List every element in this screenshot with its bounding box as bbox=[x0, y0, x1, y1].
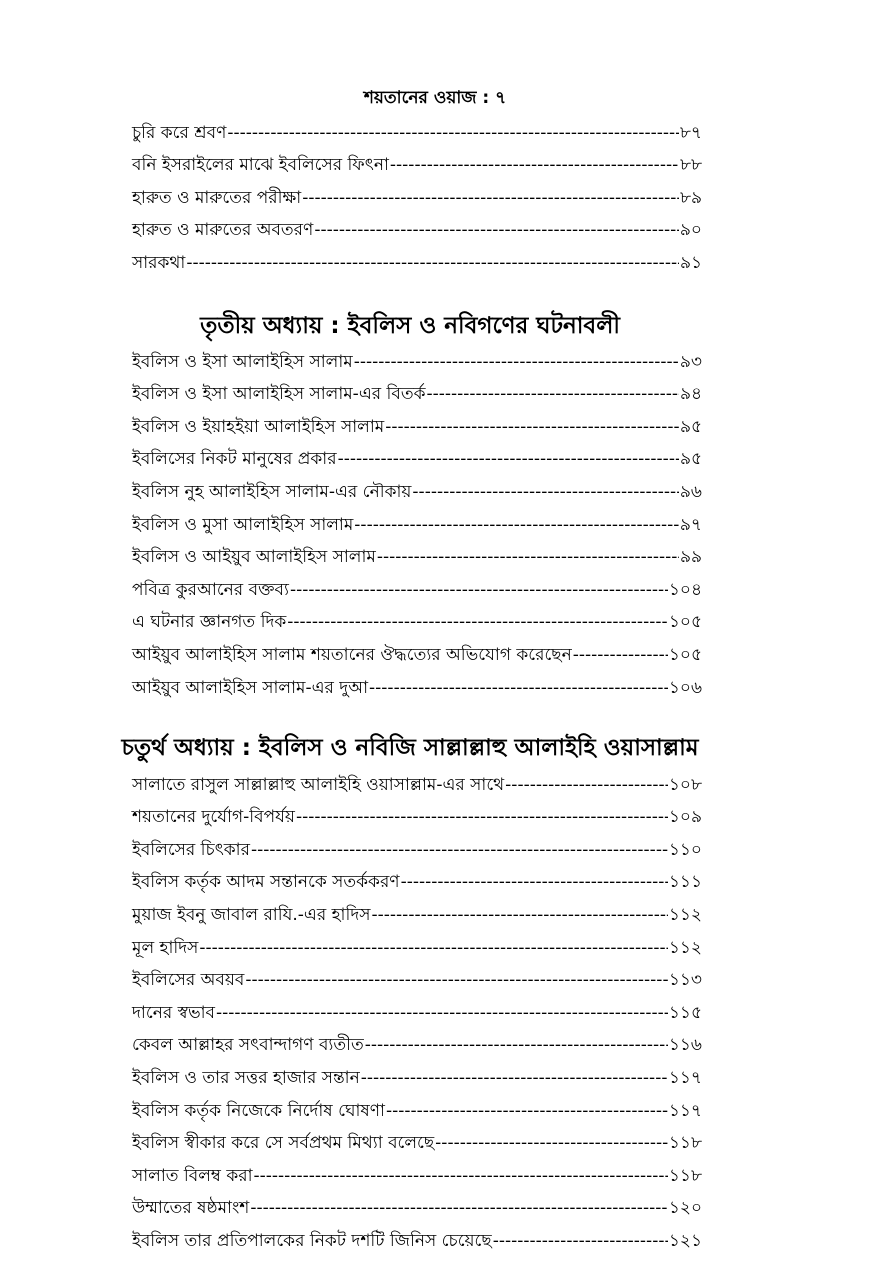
toc-dot-leader bbox=[386, 1098, 668, 1124]
toc-entry-page-number: ১১২ bbox=[668, 937, 702, 958]
toc-entry bbox=[132, 830, 702, 863]
toc-entry bbox=[132, 1221, 702, 1254]
toc-entry bbox=[132, 407, 702, 440]
toc-entry bbox=[132, 342, 702, 375]
toc-entry-title: এ ঘটনার জ্ঞানগত দিক bbox=[132, 612, 287, 633]
toc-entry-title: আইয়ুব আলাইহিস সালাম-এর দুআ bbox=[132, 677, 369, 698]
toc-entry bbox=[132, 635, 702, 668]
toc-entry bbox=[132, 505, 702, 538]
toc-entry bbox=[132, 538, 702, 571]
toc-dot-leader bbox=[493, 1228, 668, 1254]
toc-entry bbox=[132, 1026, 702, 1059]
toc-entry-page-number: ৯১ bbox=[679, 252, 702, 273]
toc-entry bbox=[132, 570, 702, 603]
toc-dot-leader bbox=[385, 414, 679, 440]
toc-entry-title: বনি ইসরাইলের মাঝে ইবলিসের ফিৎনা bbox=[132, 155, 389, 176]
toc-dot-leader bbox=[361, 1065, 668, 1091]
toc-entry-page-number: ১১৮ bbox=[668, 1165, 702, 1186]
toc-entry bbox=[132, 243, 702, 276]
toc-entry-title: শয়তানের দুর্যোগ-বিপর্যয় bbox=[132, 807, 295, 828]
toc-entry-title: ইবলিস তার প্রতিপালকের নিকট দশটি জিনিস চেয়েছে bbox=[132, 1230, 492, 1251]
toc-entry-page-number: ১০৬ bbox=[668, 677, 702, 698]
toc-dot-leader bbox=[377, 544, 679, 570]
toc-dot-leader bbox=[287, 609, 668, 635]
toc-entry bbox=[132, 472, 702, 505]
toc-entry-title: ইবলিসের চিৎকার bbox=[132, 839, 250, 860]
toc-dot-leader bbox=[250, 1195, 668, 1221]
toc-entry-page-number: ১১২ bbox=[668, 904, 702, 925]
toc-entry-title: ইবলিস ও ইসা আলাইহিস সালাম-এর বিতর্ক bbox=[132, 384, 426, 405]
toc-section-continued bbox=[132, 113, 702, 276]
toc-entry bbox=[132, 798, 702, 831]
toc-dot-leader bbox=[354, 512, 679, 538]
toc-entry-page-number: ৯৯ bbox=[679, 547, 702, 568]
toc-dot-leader bbox=[314, 217, 679, 243]
toc-dot-leader bbox=[186, 250, 679, 276]
toc-dot-leader bbox=[372, 902, 668, 928]
toc-dot-leader bbox=[254, 1163, 668, 1189]
toc-entry bbox=[132, 113, 702, 146]
toc-entry-page-number: ১১৭ bbox=[668, 1100, 702, 1121]
toc-entry-title: ইবলিসের অবয়ব bbox=[132, 970, 245, 991]
toc-chapter-4-list bbox=[132, 765, 702, 1254]
toc-entry-page-number: ৯০ bbox=[679, 220, 702, 241]
toc-entry bbox=[132, 1091, 702, 1124]
toc-entry-title: উম্মাতের ষষ্ঠমাংশ bbox=[132, 1198, 250, 1219]
toc-entry-page-number: ৮৮ bbox=[679, 155, 702, 176]
toc-dot-leader bbox=[505, 772, 668, 798]
toc-entry-title: চুরি করে শ্রবণ bbox=[132, 122, 227, 143]
toc-entry bbox=[132, 961, 702, 994]
toc-entry-page-number: ১২০ bbox=[668, 1198, 702, 1219]
toc-entry bbox=[132, 863, 702, 896]
toc-entry bbox=[132, 603, 702, 636]
toc-entry-page-number: ৯৭ bbox=[679, 514, 702, 535]
toc-chapter-3-list bbox=[132, 342, 702, 701]
toc-entry bbox=[132, 1124, 702, 1157]
toc-entry bbox=[132, 1189, 702, 1222]
toc-entry-title: দানের স্বভাব bbox=[132, 1002, 215, 1023]
toc-entry-title: ইবলিসের নিকট মানুষের প্রকার bbox=[132, 449, 337, 470]
toc-entry bbox=[132, 440, 702, 473]
toc-entry bbox=[132, 1058, 702, 1091]
toc-dot-leader bbox=[227, 120, 679, 146]
toc-entry-page-number: ১১৩ bbox=[668, 970, 702, 991]
toc-entry bbox=[132, 211, 702, 244]
toc-entry-title: সারকথা bbox=[132, 252, 186, 273]
toc-dot-leader bbox=[302, 185, 679, 211]
toc-dot-leader bbox=[216, 1000, 668, 1026]
toc-dot-leader bbox=[245, 967, 668, 993]
chapter-4-heading: চতুর্থ অধ্যায় : ইবলিস ও নবিজি সাল্লাল্লাহু আলাইহি ওয়াসাল্লাম bbox=[121, 735, 699, 761]
toc-entry-page-number: ১০৪ bbox=[668, 579, 702, 600]
toc-entry bbox=[132, 895, 702, 928]
running-header: শয়তানের ওয়াজ : ৭ bbox=[363, 88, 507, 108]
toc-entry bbox=[132, 765, 702, 798]
toc-dot-leader bbox=[354, 349, 679, 375]
toc-entry-page-number: ১০৯ bbox=[668, 807, 702, 828]
toc-dot-leader bbox=[338, 446, 679, 472]
toc-entry bbox=[132, 146, 702, 179]
toc-entry-title: ইবলিস নুহ আলাইহিস সালাম-এর নৌকায় bbox=[132, 481, 412, 502]
toc-entry-title: মুয়াজ ইবনু জাবাল রাযি.-এর হাদিস bbox=[132, 904, 371, 925]
toc-dot-leader bbox=[369, 675, 668, 701]
toc-dot-leader bbox=[401, 869, 668, 895]
toc-entry-page-number: ১২১ bbox=[668, 1230, 702, 1251]
toc-dot-leader bbox=[365, 1032, 668, 1058]
toc-entry-title: হারুত ও মারুতের পরীক্ষা bbox=[132, 187, 302, 208]
toc-dot-leader bbox=[251, 837, 668, 863]
toc-entry-title: ইবলিস কর্তৃক নিজেকে নির্দোষ ঘোষণা bbox=[132, 1100, 385, 1121]
toc-entry-title: আইয়ুব আলাইহিস সালাম শয়তানের ঔদ্ধত্যের অভিযোগ করেছেন bbox=[132, 644, 572, 665]
toc-entry bbox=[132, 375, 702, 408]
toc-entry-title: সালাত বিলম্ব করা bbox=[132, 1165, 253, 1186]
toc-entry-page-number: ৯৫ bbox=[679, 449, 702, 470]
toc-entry-title: ইবলিস ও ইসা আলাইহিস সালাম bbox=[132, 351, 353, 372]
toc-entry-page-number: ১০৫ bbox=[668, 612, 702, 633]
toc-entry-title: ইবলিস ও ইয়াহইয়া আলাইহিস সালাম bbox=[132, 416, 385, 437]
toc-entry bbox=[132, 993, 702, 1026]
toc-entry-page-number: ৯৪ bbox=[679, 384, 702, 405]
toc-entry-page-number: ১১৭ bbox=[668, 1067, 702, 1088]
toc-entry bbox=[132, 668, 702, 701]
toc-entry-page-number: ১০৮ bbox=[668, 774, 702, 795]
toc-entry-title: কেবল আল্লাহর সৎবান্দাগণ ব্যতীত bbox=[132, 1035, 364, 1056]
toc-entry-title: মূল হাদিস bbox=[132, 937, 199, 958]
toc-entry bbox=[132, 178, 702, 211]
toc-entry-page-number: ১১৬ bbox=[668, 1035, 702, 1056]
toc-entry bbox=[132, 1156, 702, 1189]
toc-entry-page-number: ৮৭ bbox=[679, 122, 702, 143]
chapter-3-heading: তৃতীয় অধ্যায় : ইবলিস ও নবিগণের ঘটনাবলী bbox=[200, 313, 620, 339]
toc-entry-title: ইবলিস ও তার সত্তর হাজার সন্তান bbox=[132, 1067, 360, 1088]
toc-entry-title: সালাতে রাসুল সাল্লাল্লাহু আলাইহি ওয়াসাল্লাম-এর সাথে bbox=[132, 774, 505, 795]
toc-entry-page-number: ১১৫ bbox=[668, 1002, 702, 1023]
toc-entry-page-number: ৮৯ bbox=[679, 187, 702, 208]
toc-entry-title: ইবলিস কর্তৃক আদম সন্তানকে সতর্ককরণ bbox=[132, 872, 400, 893]
toc-dot-leader bbox=[435, 1130, 668, 1156]
toc-dot-leader bbox=[426, 381, 678, 407]
toc-entry-page-number: ৯৫ bbox=[679, 416, 702, 437]
toc-dot-leader bbox=[296, 804, 668, 830]
toc-entry-title: ইবলিস ও আইয়ুব আলাইহিস সালাম bbox=[132, 547, 376, 568]
toc-dot-leader bbox=[290, 577, 668, 603]
toc-entry-page-number: ১১০ bbox=[668, 839, 702, 860]
toc-entry-title: ইবলিস ও মুসা আলাইহিস সালাম bbox=[132, 514, 354, 535]
toc-dot-leader bbox=[199, 935, 667, 961]
toc-entry-title: ইবলিস স্বীকার করে সে সর্বপ্রথম মিথ্যা বলেছে bbox=[132, 1133, 435, 1154]
toc-entry-page-number: ৯৩ bbox=[679, 351, 702, 372]
toc-entry-page-number: ৯৬ bbox=[679, 481, 702, 502]
toc-entry-title: পবিত্র কুরআনের বক্তব্য bbox=[132, 579, 289, 600]
toc-entry-title: হারুত ও মারুতের অবতরণ bbox=[132, 220, 314, 241]
toc-dot-leader bbox=[573, 642, 668, 668]
toc-entry-page-number: ১১৮ bbox=[668, 1133, 702, 1154]
toc-entry bbox=[132, 928, 702, 961]
toc-dot-leader bbox=[390, 152, 679, 178]
toc-entry-page-number: ১০৫ bbox=[668, 644, 702, 665]
toc-dot-leader bbox=[412, 479, 678, 505]
toc-entry-page-number: ১১১ bbox=[668, 872, 702, 893]
